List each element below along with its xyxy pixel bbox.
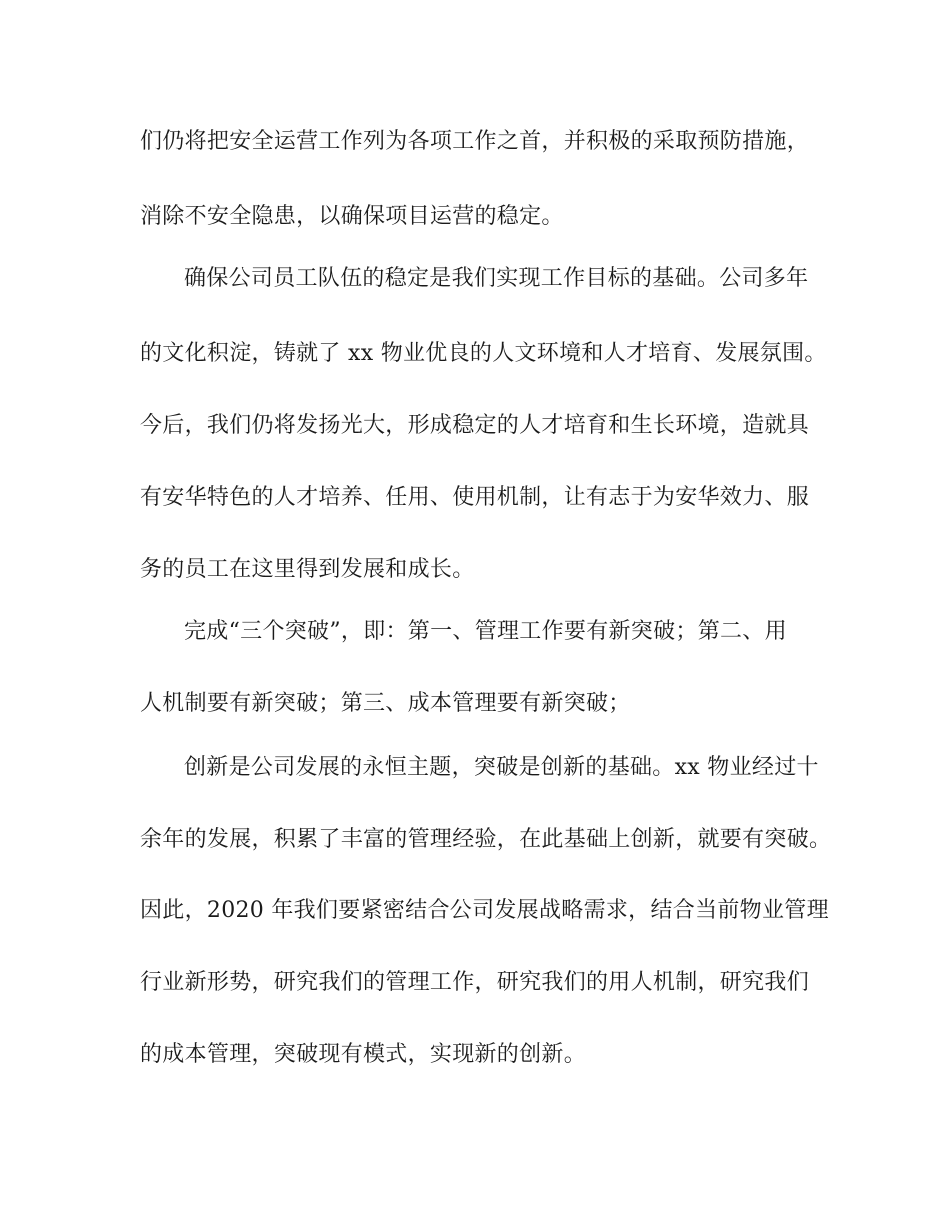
paragraph-first-line: 完成“三个突破”，即：第一、管理工作要有新突破；第二、用	[184, 619, 787, 644]
text-line: 有安华特色的人才培养、任用、使用机制，让有志于为安华效力、服	[140, 485, 810, 510]
text-line: 消除不安全隐患，以确保项目运营的稳定。	[140, 204, 564, 229]
text-line: 的文化积淀，铸就了 xx 物业优良的人文环境和人才培育、发展氛围。	[140, 341, 827, 366]
text-line: 的成本管理，突破现有模式，实现新的创新。	[140, 1042, 587, 1067]
text-line: 人机制要有新突破；第三、成本管理要有新突破；	[140, 691, 631, 716]
paragraph-first-line: 创新是公司发展的永恒主题，突破是创新的基础。xx 物业经过十	[184, 755, 819, 780]
text-line: 余年的发展，积累了丰富的管理经验，在此基础上创新，就要有突破。	[140, 827, 832, 852]
text-line: 今后，我们仍将发扬光大，形成稳定的人才培育和生长环境，造就具	[140, 413, 810, 438]
text-line: 行业新形势，研究我们的管理工作，研究我们的用人机制，研究我们	[140, 970, 810, 995]
paragraph-first-line: 确保公司员工队伍的稳定是我们实现工作目标的基础。公司多年	[184, 266, 809, 291]
text-line: 们仍将把安全运营工作列为各项工作之首，并积极的采取预防措施，	[140, 129, 810, 154]
text-line: 务的员工在这里得到发展和成长。	[140, 557, 475, 582]
text-line: 因此，2020 年我们要紧密结合公司发展战略需求，结合当前物业管理	[140, 898, 829, 923]
